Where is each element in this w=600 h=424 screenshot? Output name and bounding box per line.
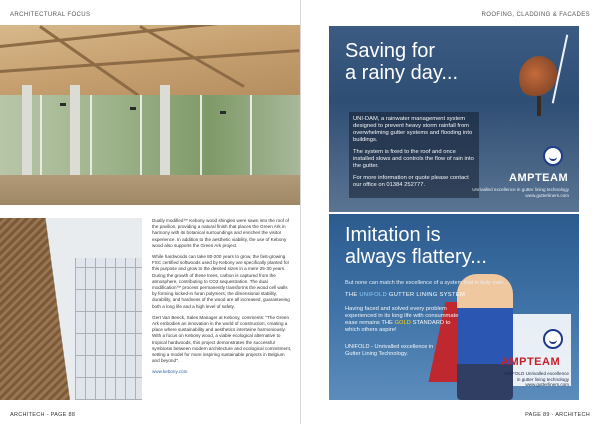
interior-photo <box>0 25 300 205</box>
ampteam-logo-icon <box>543 146 563 166</box>
pendant-lamp <box>220 111 226 114</box>
ad2-brand: AMPTEAM <box>501 356 561 368</box>
right-page <box>300 0 600 424</box>
pendant-lamp <box>60 103 66 106</box>
floor <box>0 175 300 205</box>
window-mullion <box>250 95 252 175</box>
ampteam-logo-icon <box>543 329 563 349</box>
window-mullion <box>90 95 92 175</box>
tree-trunk <box>537 96 541 116</box>
window-mullion <box>40 95 42 175</box>
window-mullion <box>200 95 202 175</box>
section-label-right: ROOFING, CLADDING & FACADES <box>481 12 590 18</box>
article-text <box>152 218 292 381</box>
ad-imitation-flattery[interactable] <box>329 214 579 400</box>
ad1-title: Saving for a rainy day... <box>345 40 459 84</box>
ad1-body: UNI-DAM, a rainwater management system designed to prevent heavy storm rainfall from overwhelming gutter systems and flooding into buildings. The system is fixed to the roof and once installed slows and controls the flow of rain into the gutter. For more information or quote please contact our office on 01384 252777. <box>349 112 479 198</box>
ad2-lead: But none can match the excellence of a system that is truly ever... <box>345 280 508 286</box>
pendant-lamp <box>130 107 136 110</box>
section-label-left: ARCHITECTURAL FOCUS <box>10 12 91 18</box>
window-mullion <box>140 95 142 175</box>
greenhouse-glazing <box>0 95 300 175</box>
footer-left: ARCHITECH - PAGE 88 <box>10 412 76 418</box>
article-paragraph: Gert Van Beeck, Sales Manager at Kebony, comments: "The Green Ark embodies an innovation in the world of construction, creating a place where sustainability and aesthetics intertwine harmoniously. With a focus on Kebony wood, a viable ecological alternative to tropical hardwoods, this project demonstrates the successful symbiosis between modern architecture and ecological commitment, setting a model for more inspiring sustainable projects in Belgium and beyond". <box>152 314 292 364</box>
article-paragraph: While hardwoods can take 80-200 years to grow, the fast-growing FSC certified softwoods used by Kebony are specifically planted for this purpose and grow to the desired sizes in a mere 25-30 years. During the growth of these trees, carbon is captured from the atmosphere, contributing to CO2 sequestration. The dual modification™ process permanently transforms the wood cell walls by forming locked-in furan polymers; the dimensional stability, durability, and hardness of the wood are all increased, guaranteeing both a long life and a high level of safety. <box>152 254 290 309</box>
ad2-body: Having faced and solved every problem experienced in its long life with consummate ease remains THE GOLD STANDARD to which others aspire! <box>345 306 459 333</box>
article-link[interactable]: www.kebony.com <box>152 369 188 375</box>
glass-frame <box>75 258 142 400</box>
exterior-photo <box>0 218 142 400</box>
ad1-brand: AMPTEAM <box>509 172 569 184</box>
article-paragraph: Dually modified™ Kebony wood shingles were sawn into the roof of the pavilion, providing a natural finish that places the Green Ark in harmony with its botanical surroundings and enriches the visitor experience. In addition to the aesthetic viability, the use of Kebony wood also supports the Green Ark project. <box>152 218 290 248</box>
footer-right: PAGE 89 - ARCHITECH <box>525 412 590 418</box>
ad-saving-for-rainy-day[interactable] <box>329 26 579 212</box>
ad2-system: THE UNIFOLD GUTTER LINING SYSTEM <box>345 292 466 298</box>
ad2-tagline: UNIFOLD Unrivalled excellence in gutter lining technology www.gutterliners.com <box>504 371 569 388</box>
wood-shingles <box>0 218 70 400</box>
ad2-unfold: UNIFOLD - Unrivalled excellence in Gutter Lining Technology. <box>345 344 434 357</box>
ad2-title: Imitation is always flattery... <box>345 224 487 268</box>
ad1-tagline: Unrivalled excellence in gutter lining technology www.gutterliners.com <box>472 187 569 198</box>
